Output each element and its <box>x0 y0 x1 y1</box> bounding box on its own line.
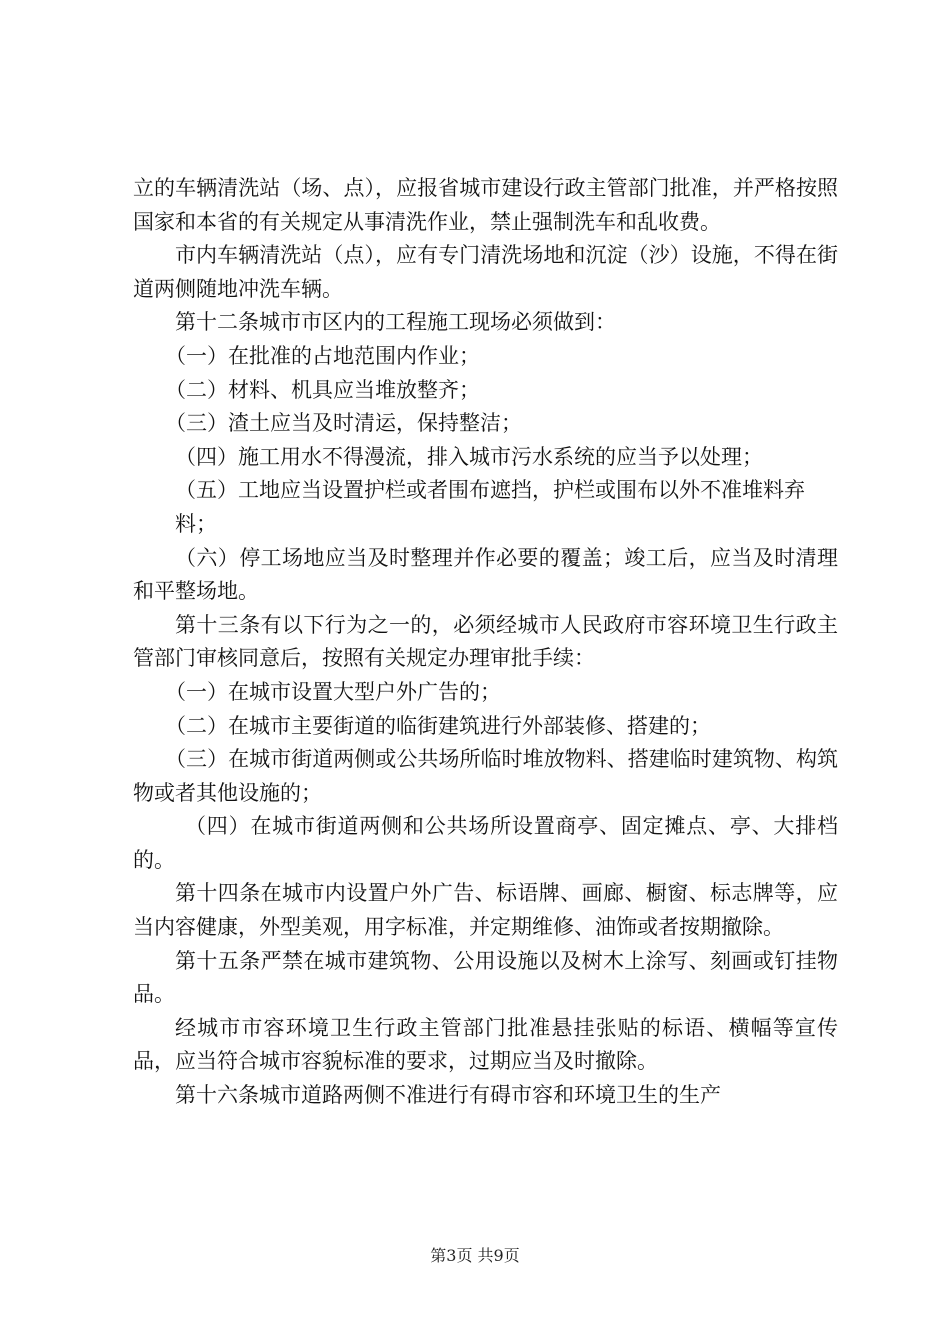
list-item: （三）渣土应当及时清运，保持整洁； <box>165 411 522 436</box>
list-item: （四）在城市街道两侧和公共场所设置商亭、固定摊点、亭、大排档的。 <box>133 814 838 872</box>
article-heading: 第十二条城市市区内的工程施工现场必须做到： <box>175 310 616 335</box>
list-item: （一）在批准的占地范围内作业； <box>165 343 480 368</box>
list-item: （四）施工用水不得漫流，排入城市污水系统的应当予以处理； <box>175 444 763 469</box>
article-heading: 第十三条有以下行为之一的，必须经城市人民政府市容环境卫生行政主管部门审核同意后，按照有关规定办理审批手续： <box>133 612 838 671</box>
article-heading: 第十六条城市道路两侧不准进行有碍市容和环境卫生的生产 <box>175 1083 721 1108</box>
list-item: （一）在城市设置大型户外广告的； <box>165 679 501 704</box>
article-heading: 第十五条严禁在城市建筑物、公用设施以及树木上涂写、刻画或钉挂物品。 <box>133 948 838 1007</box>
paragraph: 市内车辆清洗站（点），应有专门清洗场地和沉淀（沙）设施，不得在街道两侧随地冲洗车辆。 <box>133 243 838 301</box>
list-item: （二）在城市主要街道的临街建筑进行外部装修、搭建的； <box>165 713 711 738</box>
list-item-continuation: 料； <box>175 511 217 536</box>
list-item: （五）工地应当设置护栏或者围布遮挡，护栏或围布以外不准堆料弃 <box>175 478 805 503</box>
list-item: （二）材料、机具应当堆放整齐； <box>165 377 480 402</box>
paragraph: 经城市市容环境卫生行政主管部门批准悬挂张贴的标语、横幅等宣传品，应当符合城市容貌标准的要求，过期应当及时撤除。 <box>133 1015 838 1074</box>
list-item: （三）在城市街道两侧或公共场所临时堆放物料、搭建临时建筑物、构筑物或者其他设施的； <box>133 747 838 805</box>
article-heading: 第十四条在城市内设置户外广告、标语牌、画廊、橱窗、标志牌等，应当内容健康，外型美观，用字标准，并定期维修、油饰或者按期撤除。 <box>133 881 838 940</box>
page-number-footer: 第3页 共9页 <box>430 1246 520 1265</box>
paragraph: 立的车辆清洗站（场、点），应报省城市建设行政主管部门批准，并严格按照国家和本省的有关规定从事清洗作业，禁止强制洗车和乱收费。 <box>133 176 838 234</box>
document-body <box>133 172 838 1113</box>
list-item: （六）停工场地应当及时整理并作必要的覆盖；竣工后，应当及时清理和平整场地。 <box>133 545 838 604</box>
